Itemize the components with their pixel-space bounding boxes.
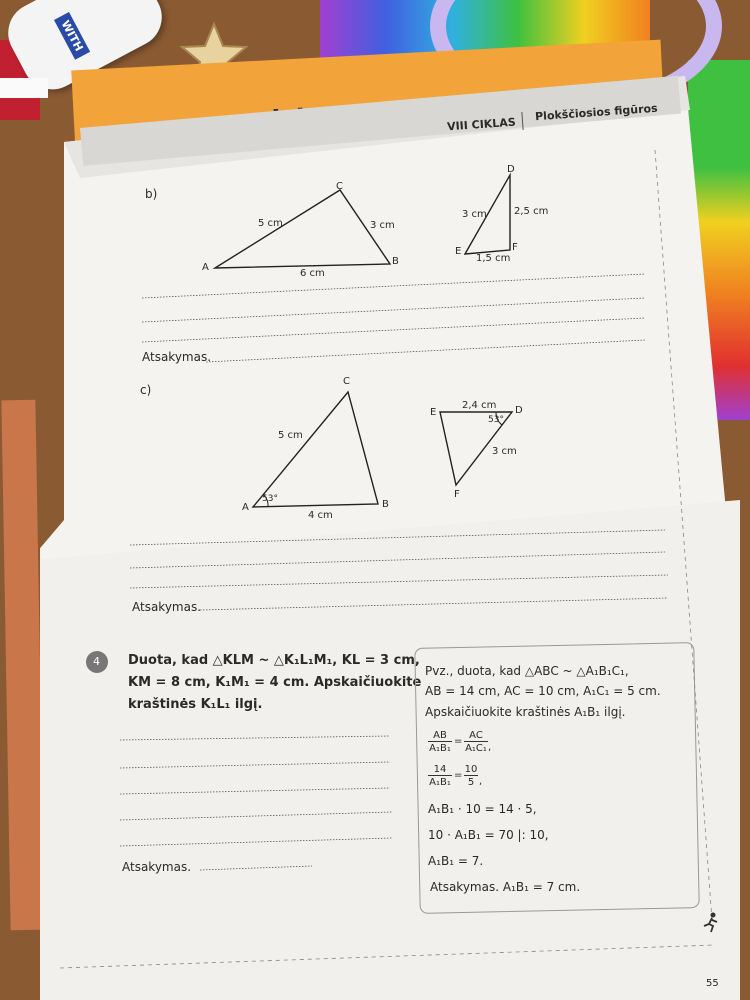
f1-den-l: A₁B₁: [429, 743, 451, 754]
f2-den-r: 5: [467, 777, 475, 788]
b-side-df: 2,5 cm: [514, 206, 549, 217]
task4-answer-label: Atsakymas.: [122, 860, 192, 874]
c-side-df: 3 cm: [492, 446, 517, 457]
b-side-cb: 3 cm: [370, 220, 395, 231]
c-angle-d: 53°: [488, 415, 504, 425]
part-b-answer-label: Atsakymas.: [142, 350, 212, 364]
part-b-label: b): [145, 187, 158, 201]
c-angle-a: 53°: [262, 494, 278, 504]
task-number: 4: [93, 655, 100, 668]
f1-eq: =: [454, 736, 463, 747]
c-vertex-f: F: [454, 489, 460, 500]
example-step5: A₁B₁ = 7.: [428, 854, 484, 868]
b-vertex-b: B: [392, 256, 399, 267]
f1-num-r: AC: [464, 730, 488, 742]
f2-tail: ,: [479, 776, 483, 787]
f2-num-r: 10: [464, 764, 478, 775]
b-side-ed: 3 cm: [462, 209, 487, 220]
b-side-ab: 6 cm: [300, 268, 325, 279]
c-vertex-e: E: [430, 407, 437, 418]
c-side-ed: 2,4 cm: [462, 400, 497, 411]
b-side-ef: 1,5 cm: [476, 253, 511, 264]
part-c-answer-label: Atsakymas.: [132, 600, 202, 614]
b-vertex-c: C: [336, 181, 343, 192]
c-vertex-a: A: [242, 502, 249, 513]
f2-num-l: 14: [428, 764, 452, 776]
c-side-ab: 4 cm: [308, 510, 333, 521]
header-cycle: VIII CIKLAS: [446, 115, 517, 134]
b-vertex-e: E: [455, 246, 462, 257]
example-step4: 10 · A₁B₁ = 70 |: 10,: [428, 828, 549, 842]
f2-eq: =: [454, 770, 463, 781]
f1-tail: ,: [488, 742, 492, 753]
part-c-label: c): [140, 383, 152, 397]
example-line1: Pvz., duota, kad △ABC ~ △A₁B₁C₁,: [425, 664, 629, 678]
example-line2: AB = 14 cm, AC = 10 cm, A₁C₁ = 5 cm.: [425, 684, 661, 698]
b-side-ac: 5 cm: [258, 218, 283, 229]
c-vertex-b: B: [382, 499, 389, 510]
page-number: 55: [706, 978, 719, 989]
f1-num-l: AB: [428, 730, 452, 742]
c-vertex-c: C: [343, 376, 350, 387]
task4-line2: KM = 8 cm, K₁M₁ = 4 cm. Apskaičiuokite: [128, 675, 422, 690]
task4-line1: Duota, kad △KLM ~ △K₁L₁M₁, KL = 3 cm,: [128, 653, 420, 668]
c-side-ac: 5 cm: [278, 430, 303, 441]
f1-den-r: A₁C₁: [465, 743, 487, 754]
b-vertex-f: F: [512, 242, 518, 253]
runner-icon: [700, 912, 722, 934]
c-vertex-d: D: [515, 405, 523, 416]
header-topic: Plokščiosios figūros: [534, 101, 659, 124]
glue-label: WITH: [54, 12, 90, 60]
f2-den-l: A₁B₁: [429, 777, 451, 788]
task4-line3: kraštinės K₁L₁ ilgį.: [128, 697, 263, 712]
example-line3: Apskaičiuokite kraštinės A₁B₁ ilgį.: [425, 705, 626, 719]
b-vertex-a: A: [202, 262, 209, 273]
example-answer: Atsakymas. A₁B₁ = 7 cm.: [430, 880, 581, 894]
example-step3: A₁B₁ · 10 = 14 · 5,: [428, 802, 537, 816]
b-vertex-d: D: [507, 164, 515, 175]
